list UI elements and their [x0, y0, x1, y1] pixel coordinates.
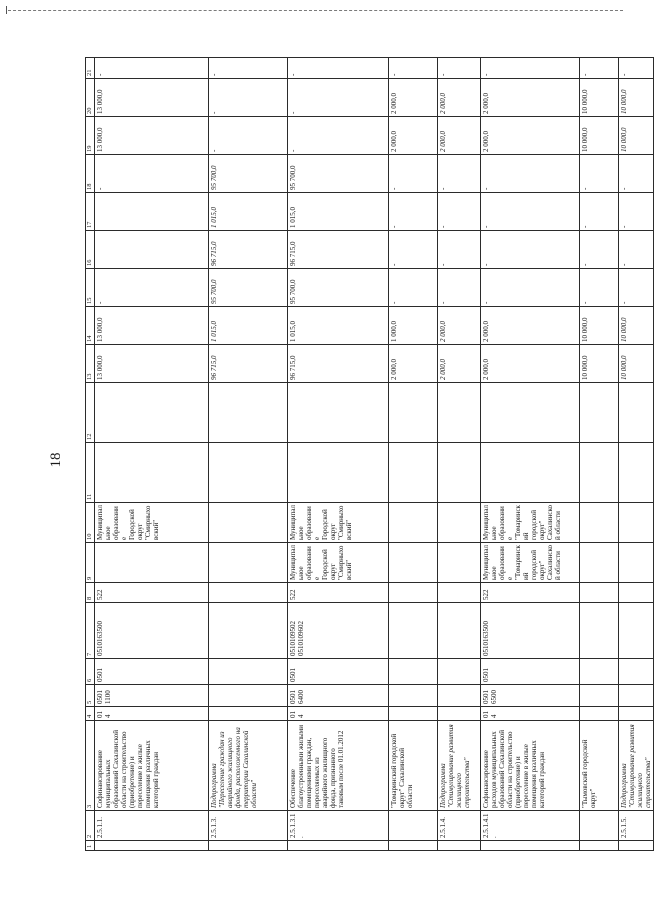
table-cell: 2 000,0: [438, 307, 481, 345]
table-cell: [438, 659, 481, 685]
table-cell: [209, 503, 288, 543]
table-cell: 10 000,0: [580, 117, 619, 155]
table-cell: -: [580, 269, 619, 307]
table-cell: [389, 603, 438, 659]
table-cell: 95 700,0: [209, 155, 288, 193]
table-cell: -: [481, 193, 580, 231]
table-cell: -: [288, 58, 389, 79]
table-cell: 014: [95, 707, 209, 721]
table-row: [389, 58, 438, 851]
column-number-cell: 14: [86, 307, 95, 345]
table-cell: [481, 443, 580, 503]
table-cell: 2 000,0: [481, 79, 580, 117]
table-cell: [389, 659, 438, 685]
table-cell: Софинансирование расходов муниципальных образований Сахалинской области на строительство (приобретение) и переселение в жилые помещения различных категорий граждан: [481, 721, 580, 811]
table-cell: -: [580, 231, 619, 269]
table-cell: Подпрограмма "Переселение граждан из аварийного жилищного фонда, расположенного на территории Сахалинской области": [209, 721, 288, 811]
table-cell: [288, 841, 389, 851]
table-cell: 0501: [95, 659, 209, 685]
table-cell: 522: [95, 583, 209, 603]
table-cell: [389, 543, 438, 583]
table-cell: -: [389, 58, 438, 79]
table-cell: 10 000,0: [580, 345, 619, 383]
column-number-cell: 3: [86, 721, 95, 811]
table-cell: [438, 443, 481, 503]
table-cell: -: [619, 269, 654, 307]
column-number-cell: 1: [86, 841, 95, 851]
column-number-cell: 12: [86, 383, 95, 443]
table-cell: Муниципальное образование "Томаринский городской округ" Сахалинской области: [481, 503, 580, 543]
column-number-cell: 4: [86, 707, 95, 721]
table-cell: [619, 659, 654, 685]
rotated-table-frame: [85, 69, 653, 851]
table-row: [95, 58, 209, 851]
table-cell: -: [288, 117, 389, 155]
table-cell: 2 000,0: [438, 79, 481, 117]
table-cell: -: [389, 155, 438, 193]
budget-table: [85, 57, 654, 851]
table-cell: 13 000,0: [95, 307, 209, 345]
table-cell: 95 700,0: [288, 269, 389, 307]
table-cell: [580, 707, 619, 721]
table-cell: [580, 383, 619, 443]
table-cell: [389, 383, 438, 443]
table-cell: Софинансирование муниципальных образований Сахалинской области на строительство (приобретение) и переселение в жилые помещения различных категорий граждан: [95, 721, 209, 811]
table-cell: -: [209, 58, 288, 79]
table-cell: 2.5.1.4.: [438, 811, 481, 841]
table-cell: 10 000,0: [619, 79, 654, 117]
table-cell: [580, 841, 619, 851]
table-cell: -: [580, 155, 619, 193]
column-number-cell: 9: [86, 543, 95, 583]
table-cell: [619, 707, 654, 721]
table-cell: Муниципальное образование "Томаринский городской округ" Сахалинской области: [481, 543, 580, 583]
table-row: [438, 58, 481, 851]
table-cell: [580, 659, 619, 685]
table-cell: 2.5.1.3.1.: [288, 811, 389, 841]
page-number: 18: [47, 452, 64, 468]
table-cell: [95, 383, 209, 443]
table-row: [288, 58, 389, 851]
table-cell: [209, 383, 288, 443]
table-cell: -: [95, 269, 209, 307]
table-cell: 1 015,0: [288, 193, 389, 231]
table-cell: 2.5.1.1.: [95, 811, 209, 841]
table-cell: 0510109502 0510109602: [288, 603, 389, 659]
table-cell: [619, 685, 654, 707]
table-cell: -: [619, 193, 654, 231]
table-row: [209, 58, 288, 851]
table-cell: [481, 841, 580, 851]
table-cell: 1 015,0: [209, 193, 288, 231]
table-cell: [580, 811, 619, 841]
table-cell: [481, 383, 580, 443]
table-cell: [619, 503, 654, 543]
table-cell: -: [619, 231, 654, 269]
table-cell: [209, 443, 288, 503]
table-cell: [389, 685, 438, 707]
table-cell: 0510163500: [481, 603, 580, 659]
table-cell: -: [619, 58, 654, 79]
column-number-row: [86, 58, 95, 851]
table-cell: 95 700,0: [288, 155, 389, 193]
scan-top-edge: [8, 10, 623, 11]
table-cell: 522: [288, 583, 389, 603]
table-cell: [438, 603, 481, 659]
table-cell: 13 000,0: [95, 345, 209, 383]
table-cell: "Тымовский городской округ": [580, 721, 619, 811]
column-number-cell: 8: [86, 583, 95, 603]
table-cell: 2 000,0: [438, 345, 481, 383]
table-cell: 0510163500: [95, 603, 209, 659]
table-cell: 1 000,0: [389, 307, 438, 345]
column-number-cell: 2: [86, 811, 95, 841]
table-cell: -: [438, 231, 481, 269]
table-cell: -: [389, 231, 438, 269]
table-cell: 10 000,0: [580, 79, 619, 117]
table-row: [619, 58, 654, 851]
column-number-cell: 19: [86, 117, 95, 155]
table-cell: [95, 231, 209, 269]
table-cell: [209, 841, 288, 851]
table-cell: 1 015,0: [288, 307, 389, 345]
table-cell: -: [481, 155, 580, 193]
table-cell: -: [481, 231, 580, 269]
table-cell: [209, 707, 288, 721]
table-cell: Муниципальное образование Городской округ "Смирныховский": [288, 503, 389, 543]
table-cell: -: [438, 58, 481, 79]
column-number-cell: 18: [86, 155, 95, 193]
table-cell: 96 715,0: [288, 231, 389, 269]
table-cell: 10 000,0: [580, 307, 619, 345]
column-number-cell: 11: [86, 443, 95, 503]
table-cell: [438, 543, 481, 583]
table-cell: [95, 443, 209, 503]
table-cell: 13 000,0: [95, 79, 209, 117]
table-cell: 10 000,0: [619, 345, 654, 383]
column-number-cell: 13: [86, 345, 95, 383]
table-cell: 10 000,0: [619, 117, 654, 155]
table-cell: [209, 603, 288, 659]
table-cell: [580, 685, 619, 707]
table-cell: -: [580, 193, 619, 231]
column-number-cell: 7: [86, 603, 95, 659]
table-cell: -: [580, 58, 619, 79]
table-cell: [619, 543, 654, 583]
table-cell: [389, 841, 438, 851]
table-cell: [438, 583, 481, 603]
table-cell: [438, 383, 481, 443]
table-cell: Муниципальное образование Городской округ "Смирныховский": [95, 503, 209, 543]
rotated-table-area: [85, 69, 653, 851]
table-cell: 95 700,0: [209, 269, 288, 307]
table-cell: [619, 583, 654, 603]
table-cell: 2 000,0: [481, 345, 580, 383]
table-cell: [209, 685, 288, 707]
table-cell: -: [481, 58, 580, 79]
table-cell: [95, 543, 209, 583]
table-cell: [580, 583, 619, 603]
table-cell: [389, 583, 438, 603]
table-cell: 2 000,0: [389, 79, 438, 117]
table-cell: -: [389, 193, 438, 231]
table-cell: [389, 707, 438, 721]
table-cell: [95, 841, 209, 851]
table-cell: -: [481, 269, 580, 307]
table-cell: [438, 503, 481, 543]
scan-mark: [6, 6, 7, 14]
table-cell: 96 715,0: [288, 345, 389, 383]
table-cell: Обеспечение благоустроенными жилыми помещениями граждан, переселяемых из аварийного жилищного фонда, признанного таковым после 01.01.2012: [288, 721, 389, 811]
table-cell: Подпрограмма "Стимулирование развития жилищного строительства": [438, 721, 481, 811]
table-cell: 2 000,0: [481, 117, 580, 155]
table-cell: 96 715,0: [209, 231, 288, 269]
table-cell: 2.5.1.3.: [209, 811, 288, 841]
table-cell: 2 000,0: [389, 117, 438, 155]
table-cell: 2 000,0: [481, 307, 580, 345]
table-cell: Муниципальное образование Городской округ "Смирныховский": [288, 543, 389, 583]
table-cell: [580, 543, 619, 583]
table-cell: -: [95, 155, 209, 193]
table-cell: [580, 603, 619, 659]
table-cell: -: [438, 269, 481, 307]
table-cell: 1 015,0: [209, 307, 288, 345]
table-cell: 0501: [481, 659, 580, 685]
column-number-cell: 5: [86, 685, 95, 707]
column-number-cell: 15: [86, 269, 95, 307]
table-cell: 2 000,0: [389, 345, 438, 383]
table-cell: 2.5.1.5.: [619, 811, 654, 841]
table-cell: [288, 443, 389, 503]
column-number-cell: 21: [86, 58, 95, 79]
column-number-cell: 20: [86, 79, 95, 117]
table-cell: 0501: [288, 659, 389, 685]
table-cell: [389, 811, 438, 841]
table-cell: -: [438, 155, 481, 193]
column-number-cell: 16: [86, 231, 95, 269]
table-cell: [619, 443, 654, 503]
table-cell: [438, 685, 481, 707]
column-number-cell: 10: [86, 503, 95, 543]
table-cell: 014: [288, 707, 389, 721]
table-cell: [438, 841, 481, 851]
column-number-cell: 17: [86, 193, 95, 231]
table-cell: [209, 543, 288, 583]
table-cell: 96 715,0: [209, 345, 288, 383]
table-cell: 0501 1100: [95, 685, 209, 707]
table-cell: [580, 503, 619, 543]
table-cell: -: [95, 58, 209, 79]
column-number-cell: 6: [86, 659, 95, 685]
table-cell: [389, 443, 438, 503]
table-cell: -: [209, 117, 288, 155]
table-cell: [209, 659, 288, 685]
table-cell: [389, 503, 438, 543]
table-cell: 0501 6500: [481, 685, 580, 707]
table-cell: -: [209, 79, 288, 117]
table-cell: 522: [481, 583, 580, 603]
table-cell: -: [389, 269, 438, 307]
table-row: [481, 58, 580, 851]
table-cell: 014: [481, 707, 580, 721]
table-cell: -: [438, 193, 481, 231]
table-cell: "Томаринский городской округ" Сахалинской области: [389, 721, 438, 811]
table-cell: -: [619, 155, 654, 193]
table-cell: [580, 443, 619, 503]
table-cell: 0501 6400: [288, 685, 389, 707]
table-cell: 2.5.1.4.1.: [481, 811, 580, 841]
table-cell: 2 000,0: [438, 117, 481, 155]
table-cell: [95, 193, 209, 231]
table-cell: -: [288, 79, 389, 117]
table-cell: [288, 383, 389, 443]
table-cell: [209, 583, 288, 603]
table-cell: [619, 841, 654, 851]
table-cell: [438, 707, 481, 721]
table-cell: Подпрограмма "Стимулирование развития жилищного строительства": [619, 721, 654, 811]
table-cell: 10 000,0: [619, 307, 654, 345]
table-row: [580, 58, 619, 851]
table-cell: [619, 603, 654, 659]
table-cell: [619, 383, 654, 443]
table-cell: 13 000,0: [95, 117, 209, 155]
